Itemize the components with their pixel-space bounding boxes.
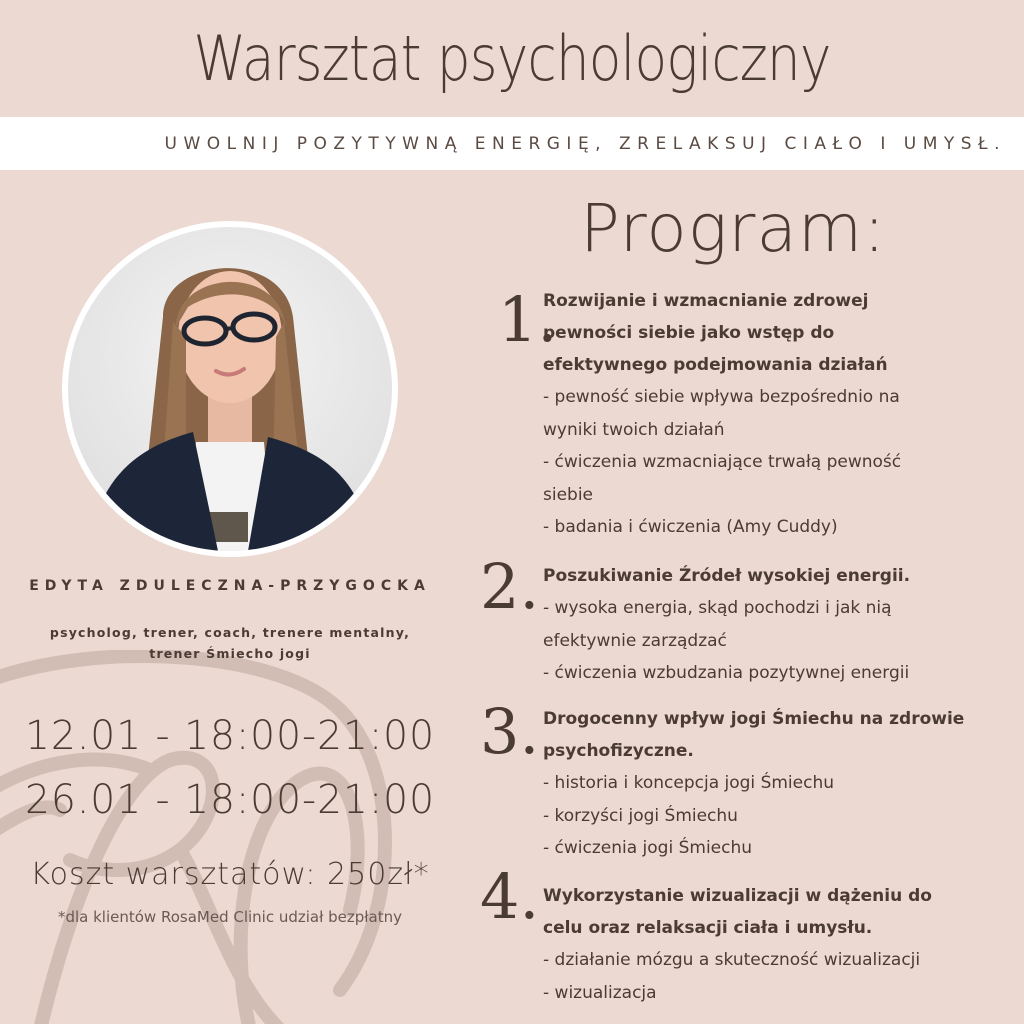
program-item-heading: pewności siebie jako wstęp do <box>543 323 835 343</box>
workshop-cost: Koszt warsztatów: 250zł* <box>30 857 430 892</box>
program-item-point: - korzyści jogi Śmiechu <box>543 805 738 826</box>
program-item-heading: psychofizyczne. <box>543 741 694 761</box>
program-item-heading: Rozwijanie i wzmacnianie zdrowej <box>543 291 869 311</box>
program-item-point: efektywnie zarządzać <box>543 630 727 651</box>
tagline-banner <box>0 117 1024 170</box>
speaker-roles-line: psycholog, trener, coach, trenere mentalny, <box>49 625 411 640</box>
page-title: Warsztat psychologiczny <box>193 22 831 95</box>
program-item-number: 4. <box>480 860 540 933</box>
program-title: Program: <box>580 190 887 267</box>
program-item-heading: Wykorzystanie wizualizacji w dążeniu do <box>543 886 932 906</box>
program-item-point: - ćwiczenia wzmacniające trwałą pewność <box>543 452 902 472</box>
session-date-2: 26.01 - 18:00-21:00 <box>24 777 435 823</box>
program-item-heading: Poszukiwanie Źródeł wysokiej energii. <box>543 566 911 586</box>
monogram-watermark-icon <box>0 650 410 1024</box>
program-item-heading: Drogocenny wpływ jogi Śmiechu na zdrowie <box>543 709 965 729</box>
program-item-point: - wysoka energia, skąd pochodzi i jak nią <box>543 598 892 618</box>
program-item-point: - działanie mózgu a skuteczność wizualizacji <box>543 950 921 970</box>
program-item-point: siebie <box>543 484 594 505</box>
speaker-name: EDYTA ZDULECZNA-PRZYGOCKA <box>29 578 431 594</box>
program-item-number: 2. <box>480 550 540 623</box>
program-item-body <box>543 285 1018 544</box>
program-item-point: - pewność siebie wpływa bezpośrednio na <box>543 387 900 407</box>
program-item-point: - historia i koncepcja jogi Śmiechu <box>543 773 834 793</box>
program-item-number: 1. <box>498 283 558 356</box>
portrait-illustration-icon <box>68 227 392 551</box>
cost-note: *dla klientów RosaMed Clinic udział bezpłatny <box>57 908 403 926</box>
speaker-roles-line: trener Śmiecho jogi <box>149 646 311 661</box>
session-date-1: 12.01 - 18:00-21:00 <box>24 713 435 759</box>
program-item-heading: celu oraz relaksacji ciała i umysłu. <box>543 918 873 938</box>
program-item-point: - badania i ćwiczenia (Amy Cuddy) <box>543 517 838 537</box>
program-item-number: 3. <box>480 695 540 768</box>
speaker-photo-frame <box>62 221 398 557</box>
program-item-point: - ćwiczenia jogi Śmiechu <box>543 838 753 858</box>
tagline: UWOLNIJ POZYTYWNĄ ENERGIĘ, ZRELAKSUJ CIAŁO I UMYSŁ. <box>164 133 1006 154</box>
program-item-heading: efektywnego podejmowania działań <box>543 355 888 375</box>
program-item-body <box>543 703 1018 865</box>
speaker-roles <box>0 622 460 664</box>
speaker-photo <box>68 227 392 551</box>
program-item-point: wyniki twoich działań <box>543 419 725 440</box>
program-item-body <box>543 880 1018 1009</box>
program-item-point: - ćwiczenia wzbudzania pozytywnej energii <box>543 663 910 683</box>
program-item-body <box>543 560 1018 690</box>
program-item-point: - wizualizacja <box>543 982 657 1003</box>
